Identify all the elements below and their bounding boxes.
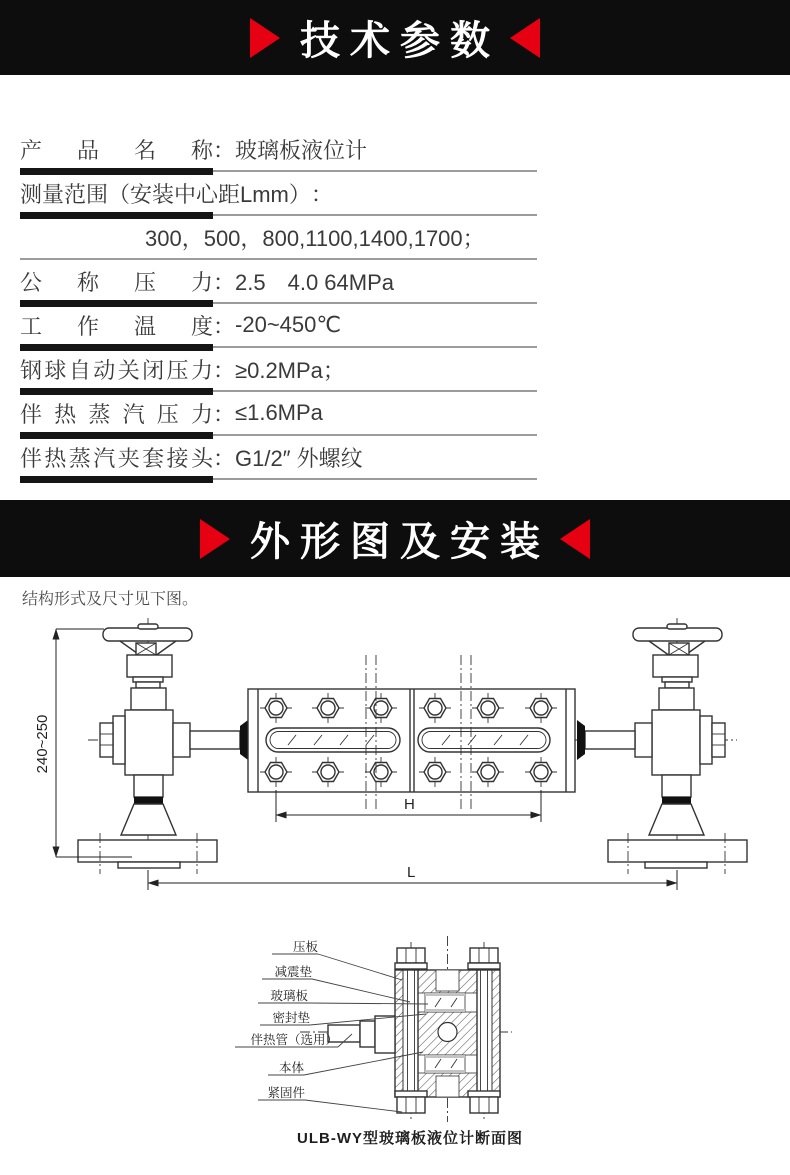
spec-value: ≤1.6MPa xyxy=(235,400,323,425)
spec-value: G1/2″ 外螺纹 xyxy=(235,445,363,471)
spec-colon: ： xyxy=(213,313,236,339)
red-arrow-left-icon xyxy=(510,18,540,58)
tech-params-title: 技术参数 xyxy=(300,19,500,63)
spec-value: 2.5 4.0 64MPa xyxy=(235,269,395,295)
red-arrow-right-icon xyxy=(200,519,230,559)
spec-colon: ： xyxy=(213,357,236,383)
row-steam-pressure xyxy=(20,392,537,436)
cross-section-drawing xyxy=(230,930,530,1128)
dimension-l xyxy=(148,864,677,890)
cross-body xyxy=(395,963,500,1104)
outline-drawing xyxy=(0,612,790,912)
label-heat-pipe: 伴热管（选用） xyxy=(250,1033,338,1047)
spec-value: ≥0.2MPa； xyxy=(235,357,345,383)
heat-tracing-pipe xyxy=(328,1016,395,1053)
spec-colon: ： xyxy=(213,445,236,471)
glass-window xyxy=(425,993,465,1012)
label-pressure-plate: 压板 xyxy=(292,940,318,954)
left-valve xyxy=(78,618,248,874)
spec-colon: ： xyxy=(213,137,236,163)
spec-colon: ： xyxy=(213,401,236,427)
structure-note: 结构形式及尺寸见下图。 xyxy=(22,591,199,608)
row-steam-joint xyxy=(20,436,537,480)
spec-value: 300，500，800,1100,1400,1700； xyxy=(145,225,485,251)
row-ball-close-pressure xyxy=(20,348,537,392)
label-glass-plate: 玻璃板 xyxy=(270,989,308,1003)
row-measure-values xyxy=(20,216,537,260)
spec-label: 钢球自动关闭压力 xyxy=(20,357,213,383)
spec-table xyxy=(20,128,537,480)
spec-colon: ： xyxy=(213,269,236,295)
right-valve xyxy=(577,618,747,874)
dim-h-label: H xyxy=(404,796,415,813)
cross-section-caption: ULB-WY型玻璃板液位计断面图 xyxy=(297,1130,523,1147)
spec-label: 工作温度 xyxy=(20,313,213,339)
spec-label: 产品名称 xyxy=(20,137,213,163)
row-working-temp xyxy=(20,304,537,348)
label-fastener: 紧固件 xyxy=(267,1086,305,1100)
spec-label: 测量范围（安装中心距Lmm） xyxy=(20,181,311,207)
glass-window xyxy=(425,1055,465,1073)
label-seal-gasket: 密封垫 xyxy=(272,1011,310,1025)
row-product-name xyxy=(20,128,537,172)
spec-value: 玻璃板液位计 xyxy=(235,137,368,163)
dim-height-label: 240~250 xyxy=(34,714,51,774)
spec-label: 公称压力 xyxy=(20,269,213,295)
spec-value: -20~450℃ xyxy=(235,312,342,337)
outline-title: 外形图及安装 xyxy=(250,520,550,564)
row-measure-range xyxy=(20,172,537,216)
label-shock-pad: 减震垫 xyxy=(274,965,312,979)
spec-label: 伴热蒸汽夹套接头 xyxy=(20,445,213,471)
outline-header xyxy=(0,500,790,577)
label-body: 本体 xyxy=(278,1061,304,1075)
spec-colon: ： xyxy=(310,181,333,207)
dim-l-label: L xyxy=(407,864,416,881)
row-nominal-pressure xyxy=(20,260,537,304)
red-arrow-left-icon xyxy=(560,519,590,559)
tech-params-header xyxy=(0,0,790,75)
dimension-h xyxy=(276,790,541,822)
red-arrow-right-icon xyxy=(250,18,280,58)
spec-label: 伴热蒸汽压力 xyxy=(20,401,213,427)
